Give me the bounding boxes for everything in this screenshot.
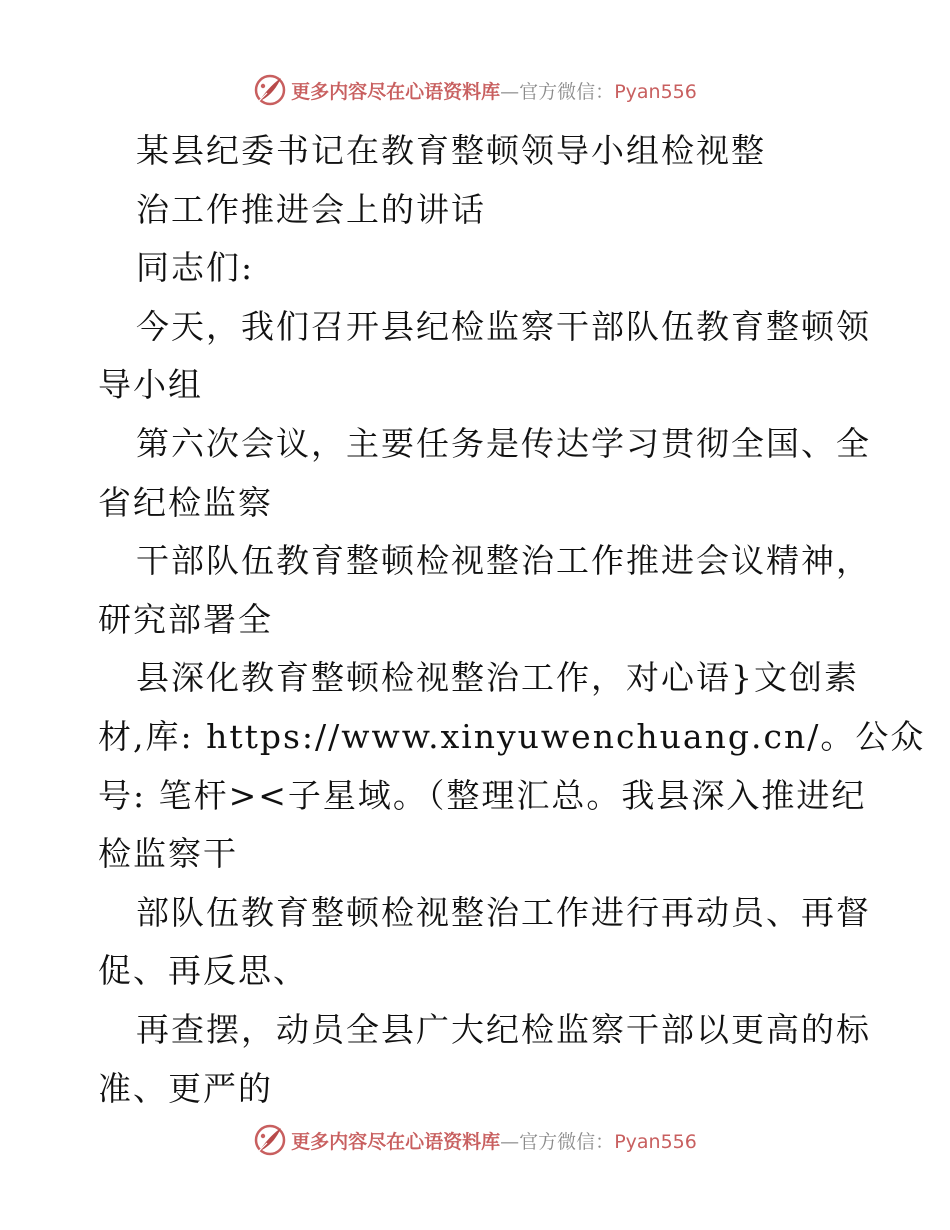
- footer-watermark: [0, 1122, 950, 1158]
- text-line: 干部队伍教育整顿检视整治工作推进会议精神，: [136, 541, 871, 581]
- watermark-wechat-id: Pyan556: [614, 1130, 697, 1153]
- feather-pen-logo-icon: [253, 1123, 287, 1157]
- watermark-wechat-id: Pyan556: [614, 80, 697, 103]
- text-line: 第六次会议，主要任务是传达学习贯彻全国、全: [136, 423, 871, 463]
- text-line: 某县纪委书记在教育整顿领导小组检视整: [136, 131, 766, 170]
- watermark-official-text: 官方微信：: [519, 1130, 615, 1153]
- watermark-separator: —: [500, 1130, 520, 1153]
- watermark-official-text: 官方微信：: [519, 80, 615, 103]
- text-line: 研究部署全: [98, 599, 273, 639]
- text-line: 治工作推进会上的讲话: [136, 189, 486, 229]
- text-line: 再查摆，动员全县广大纪检监察干部以更高的标: [136, 1009, 871, 1049]
- text-line: 导小组: [98, 365, 203, 405]
- text-line: 省纪检监察: [98, 482, 273, 522]
- feather-pen-logo-icon: [253, 73, 287, 107]
- text-line: 部队伍教育整顿检视整治工作进行再动员、再督: [136, 892, 871, 932]
- text-line: 县深化教育整顿检视整治工作，对心语}文创素: [136, 658, 859, 698]
- header-watermark: [0, 72, 950, 108]
- watermark-brand-text: 更多内容尽在心语资料库: [291, 80, 501, 103]
- document-body: [98, 122, 926, 1118]
- text-line: 今天，我们召开县纪检监察干部队伍教育整顿领: [136, 306, 871, 346]
- text-line: 同志们:: [136, 248, 255, 288]
- text-line: 号: 笔杆><子星域。（整理汇总。我县深入推进纪: [98, 775, 867, 815]
- text-line: 准、更严的: [98, 1068, 273, 1108]
- watermark-brand-text: 更多内容尽在心语资料库: [291, 1130, 501, 1153]
- text-line: 材,库: https://www.xinyuwenchuang.cn/。公众: [98, 716, 926, 756]
- text-line: 检监察干: [98, 834, 238, 874]
- watermark-separator: —: [500, 80, 520, 103]
- text-line: 促、再反思、: [98, 951, 308, 991]
